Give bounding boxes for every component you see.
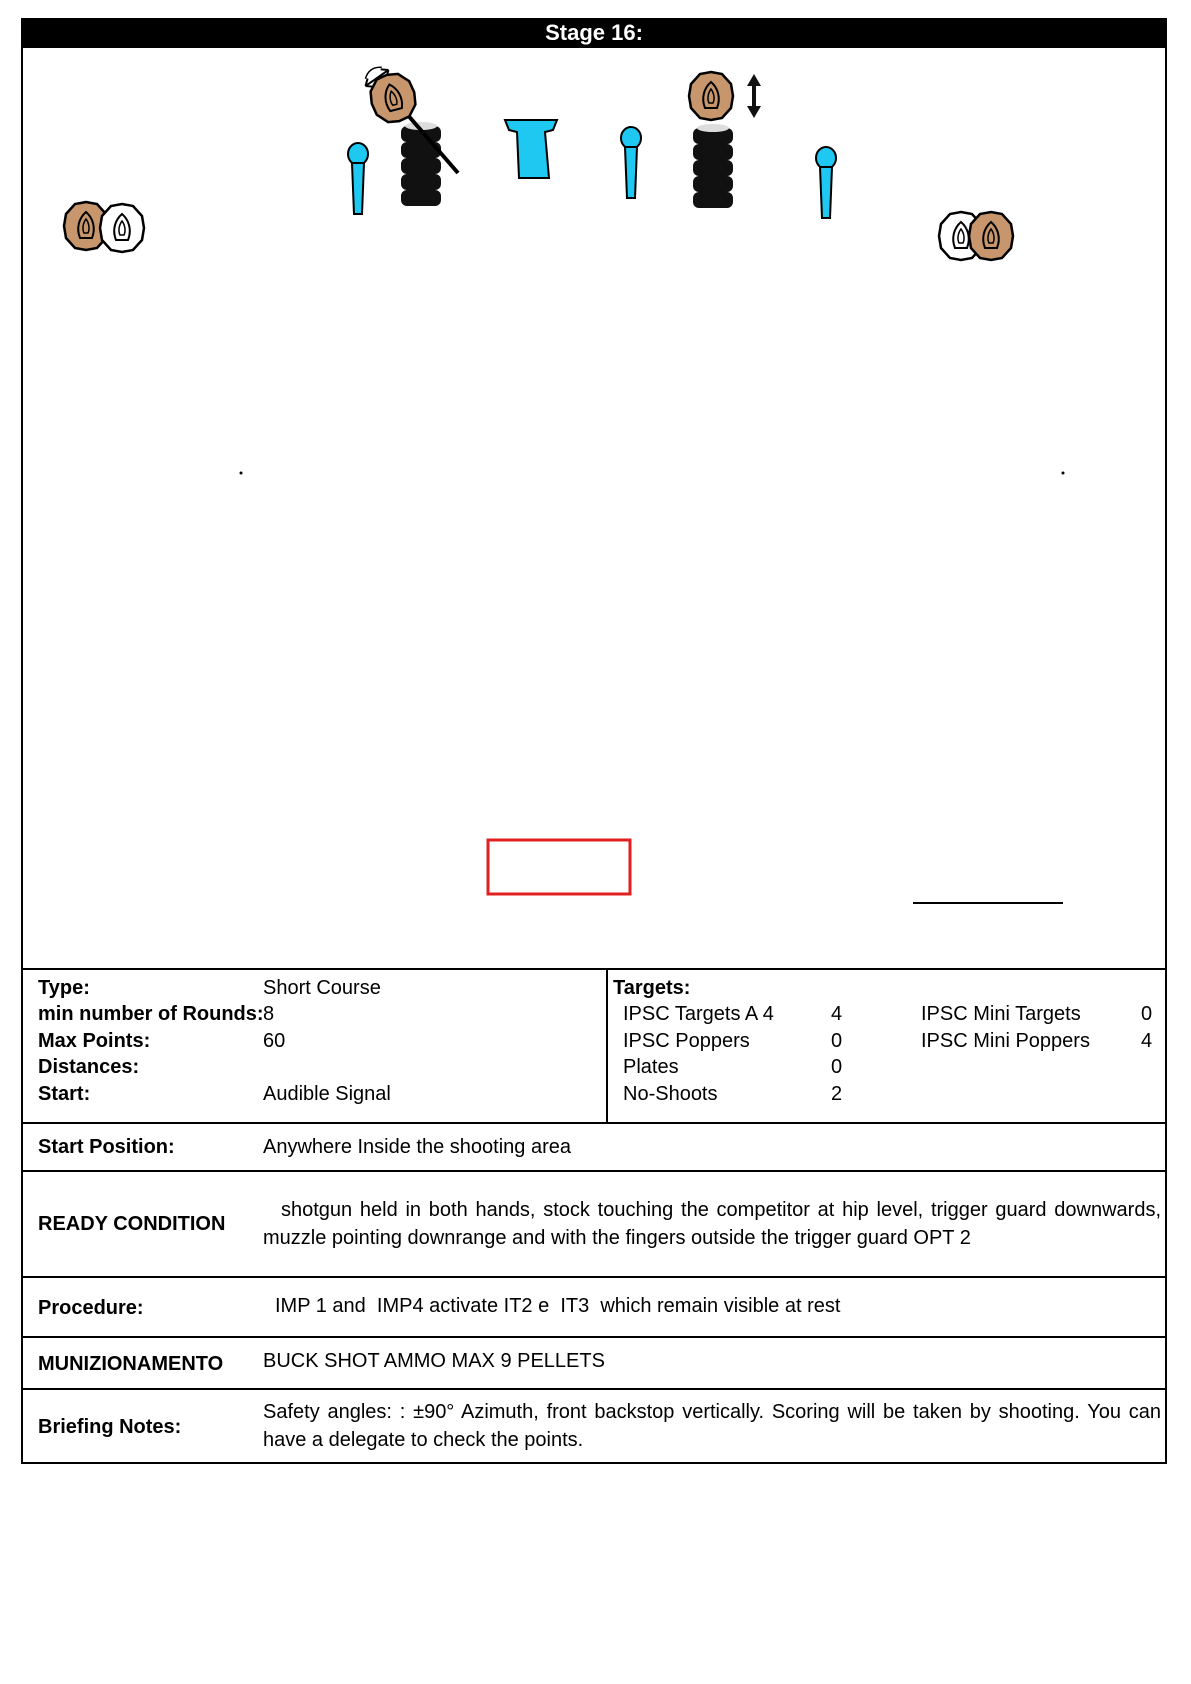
points-value: 60 bbox=[263, 1030, 286, 1052]
popper-icon bbox=[505, 120, 557, 178]
procedure-label: Procedure: bbox=[38, 1297, 144, 1319]
target-count: 0 bbox=[1141, 1003, 1153, 1025]
ready-condition-value: shotgun held in both hands, stock touching the competitor at hip level, trigger guard downwards, muzzle pointing downrange and with the fingers outside the trigger guard OPT 2 bbox=[263, 1199, 1161, 1249]
briefing-label: Briefing Notes: bbox=[38, 1416, 182, 1438]
type-label: Type: bbox=[38, 977, 90, 999]
target-count: 4 bbox=[831, 1003, 843, 1025]
target-count: 0 bbox=[831, 1056, 843, 1078]
ipsc-target-icon bbox=[969, 212, 1013, 260]
target-name: IPSC Mini Poppers bbox=[921, 1030, 1090, 1052]
stage-details-row bbox=[23, 970, 1165, 1124]
mini-popper-icon bbox=[348, 143, 368, 214]
ammo-label: MUNIZIONAMENTO bbox=[38, 1353, 224, 1375]
start-position-row bbox=[23, 1124, 1165, 1172]
procedure-row bbox=[23, 1278, 1165, 1338]
marker-dot bbox=[1062, 472, 1065, 475]
stage-info-table bbox=[21, 968, 1167, 1464]
mini-popper-icon bbox=[816, 147, 836, 218]
start-position-label: Start Position: bbox=[38, 1136, 175, 1158]
start-area-box bbox=[488, 840, 630, 894]
rounds-label: min number of Rounds: bbox=[38, 1003, 264, 1025]
target-name: IPSC Mini Targets bbox=[921, 1003, 1081, 1025]
ready-condition-row bbox=[23, 1172, 1165, 1278]
stage-diagram-canvas bbox=[23, 48, 1165, 968]
mini-popper-icon bbox=[621, 127, 641, 198]
ammo-row bbox=[23, 1338, 1165, 1390]
briefing-value: Safety angles: : ±90° Azimuth, front backstop vertically. Scoring will be taken by shooting. You can have a delegate to check the points. bbox=[263, 1401, 1161, 1451]
type-value: Short Course bbox=[263, 977, 381, 999]
points-label: Max Points: bbox=[38, 1030, 151, 1052]
target-name: IPSC Poppers bbox=[623, 1030, 750, 1052]
briefing-row bbox=[23, 1390, 1165, 1462]
vertical-mover-arrow-icon bbox=[747, 74, 761, 118]
rounds-value: 8 bbox=[263, 1003, 275, 1025]
stage-title: Stage 16: bbox=[21, 18, 1167, 48]
barrel-stack-icon bbox=[401, 122, 441, 206]
target-count: 0 bbox=[831, 1030, 843, 1052]
procedure-value: IMP 1 and IMP4 activate IT2 e IT3 which remain visible at rest bbox=[275, 1295, 841, 1317]
ammo-value: BUCK SHOT AMMO MAX 9 PELLETS bbox=[263, 1350, 605, 1372]
target-name: Plates bbox=[623, 1056, 679, 1078]
target-count: 4 bbox=[1141, 1030, 1153, 1052]
targets-title: Targets: bbox=[613, 977, 691, 999]
stage-diagram bbox=[21, 48, 1167, 968]
column-divider bbox=[606, 970, 608, 1122]
target-name: No-Shoots bbox=[623, 1083, 718, 1105]
start-value: Audible Signal bbox=[263, 1083, 391, 1105]
barrel-stack-icon bbox=[693, 124, 733, 208]
ready-condition-label: READY CONDITION bbox=[38, 1213, 226, 1235]
no-shoot-icon bbox=[100, 204, 144, 252]
distances-label: Distances: bbox=[38, 1056, 140, 1078]
start-position-value: Anywhere Inside the shooting area bbox=[263, 1136, 571, 1158]
ipsc-target-icon bbox=[689, 72, 733, 120]
target-count: 2 bbox=[831, 1083, 843, 1105]
marker-dot bbox=[240, 472, 243, 475]
target-name: IPSC Targets A 4 bbox=[623, 1003, 774, 1025]
start-label: Start: bbox=[38, 1083, 91, 1105]
